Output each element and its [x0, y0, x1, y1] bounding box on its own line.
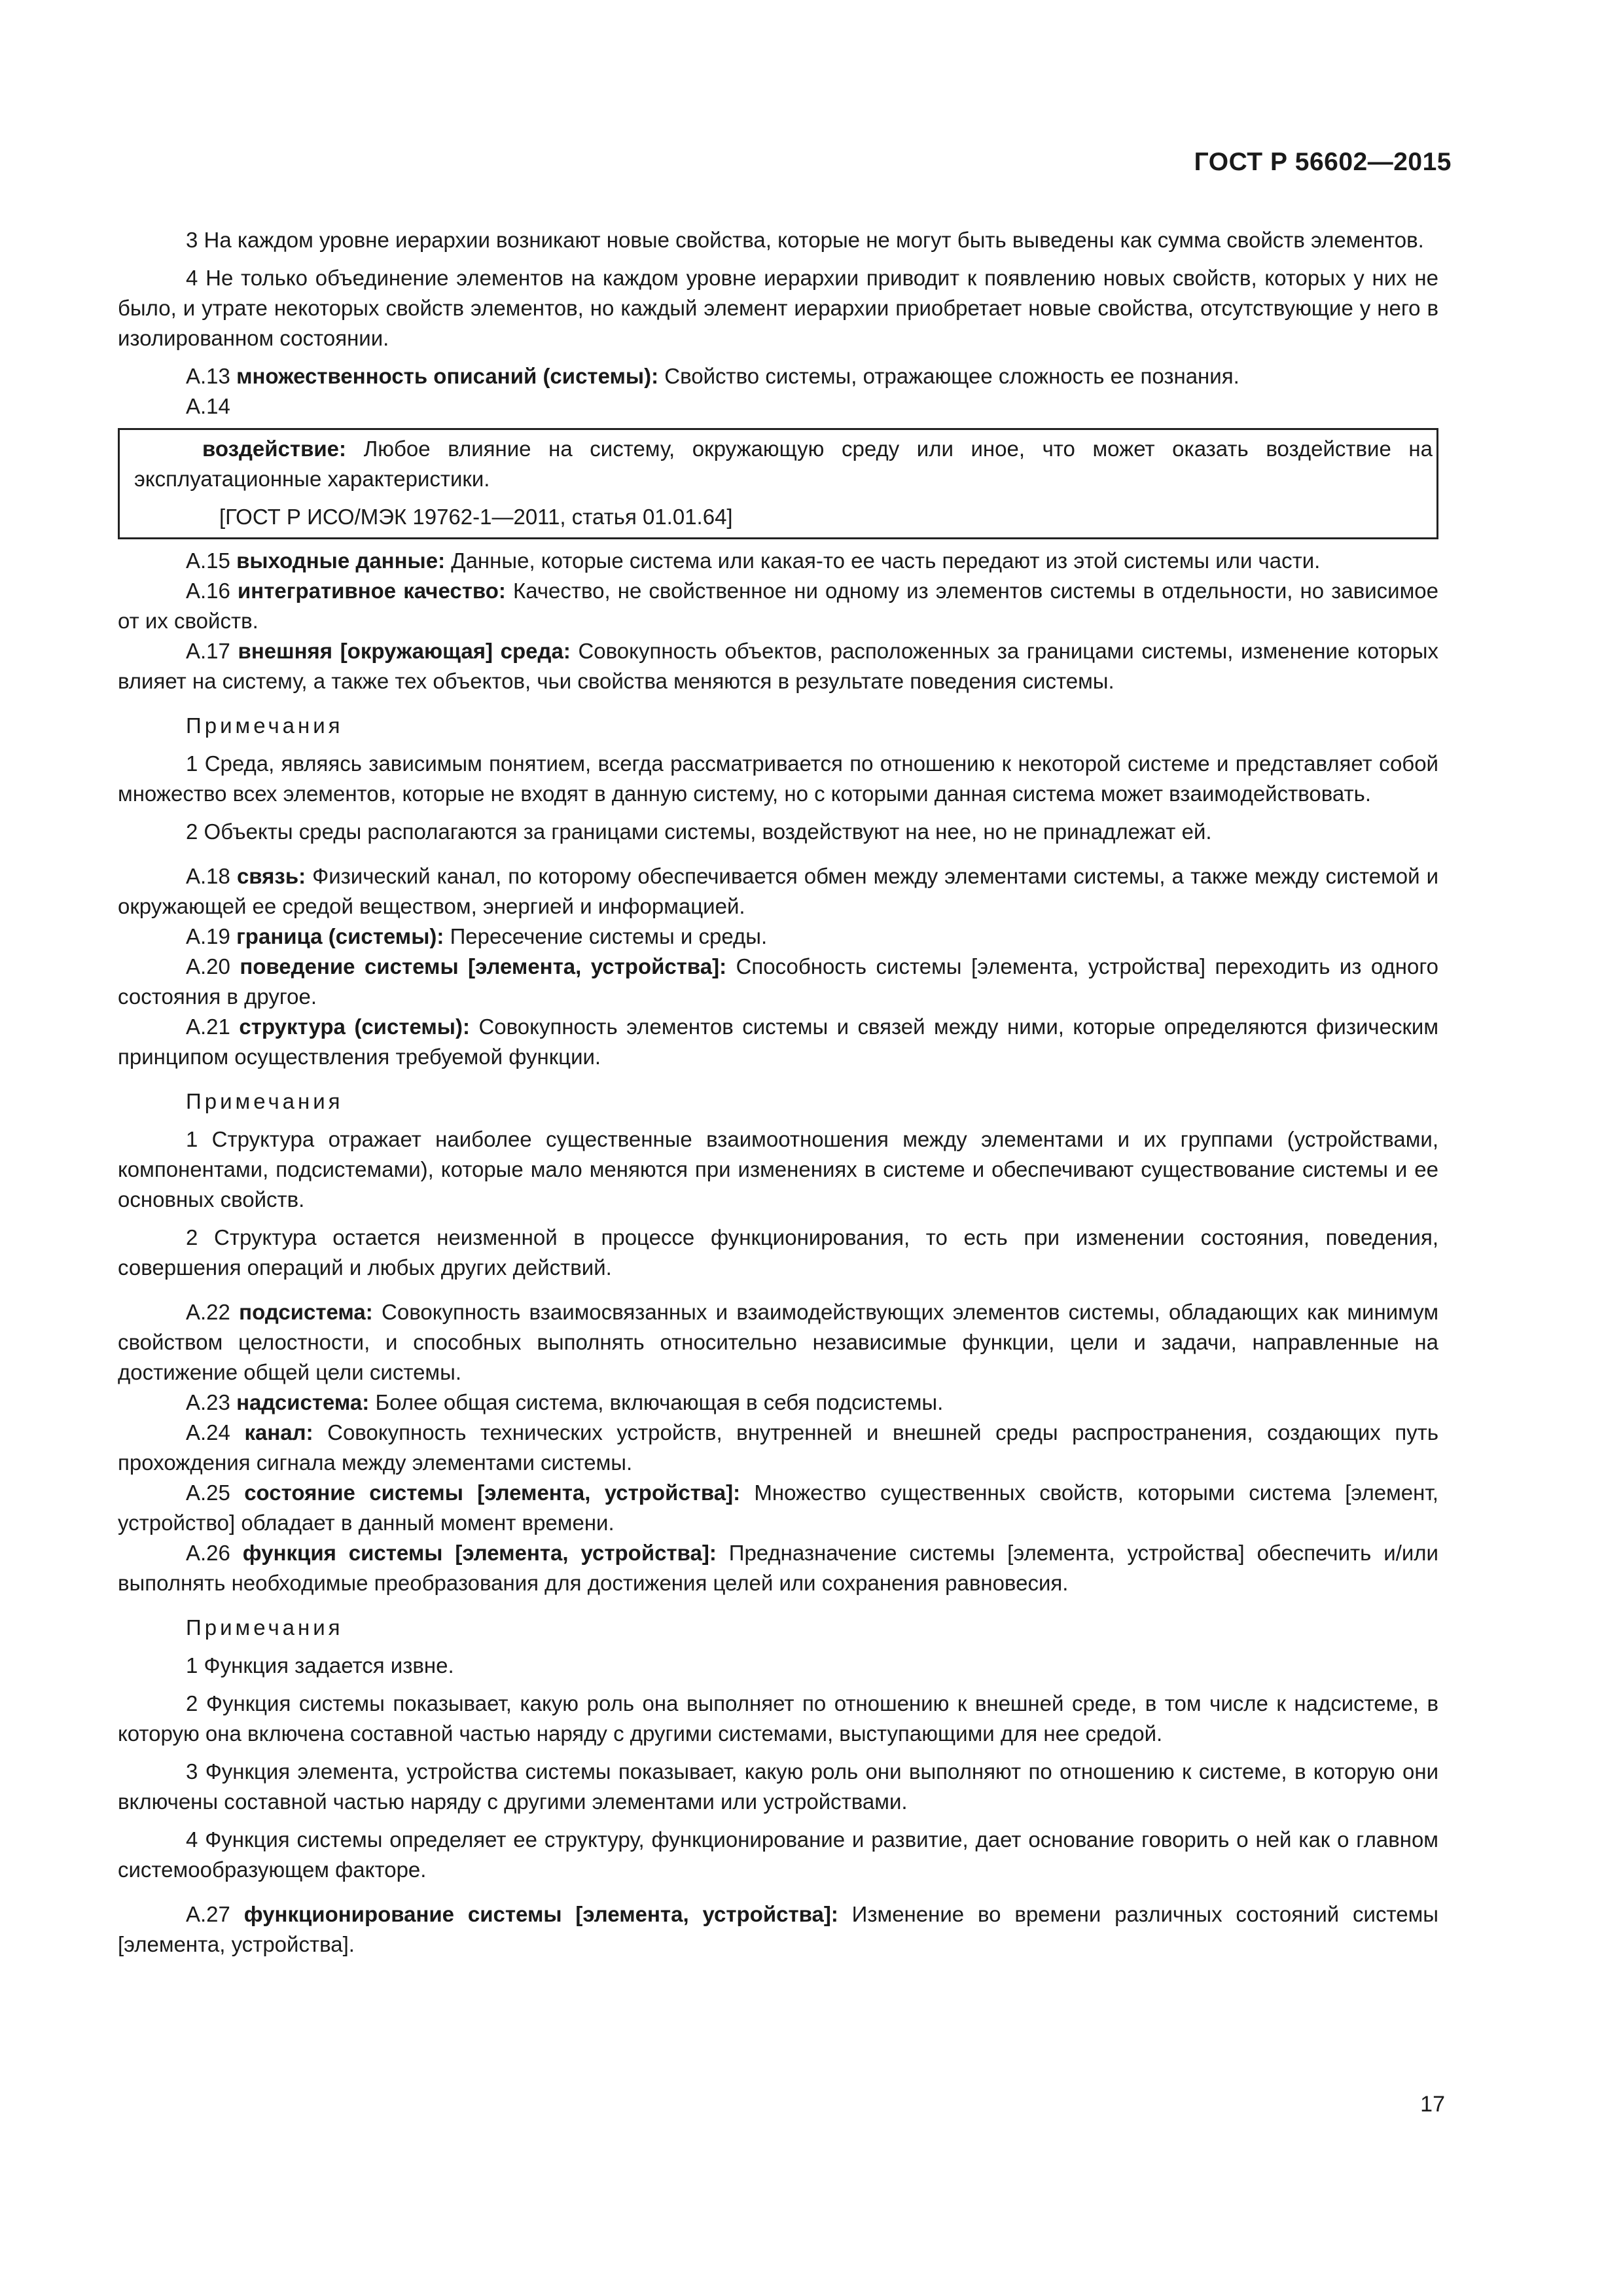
definition-a16: А.16 интегративное качество: Качество, не свойственное ни одному из элементов системы в отдельности, но зависимое от их свойств.	[118, 579, 1438, 633]
definition-a24: А.24 канал: Совокупность технических устройств, внутренней и внешней среды распространения, создающих путь прохождения сигнала между элементами системы.	[118, 1420, 1439, 1475]
document-body	[118, 225, 1438, 1960]
note-paragraph: 1 Среда, являясь зависимым понятием, всегда рассматривается по отношению к некоторой системе и представляет собой множество всех элементов, которые не входят в данную систему, но с которыми данная система может взаимодействовать.	[118, 751, 1438, 806]
definition-a22: А.22 подсистема: Совокупность взаимосвязанных и взаимодействующих элементов системы, обладающих как минимум свойством целостности, и способных выполнять относительно независимые функции, цели и задачи, направленные на достижение общей цели системы.	[118, 1300, 1439, 1384]
definition-a13: А.13 множественность описаний (системы): Свойство системы, отражающее сложность ее познания.	[186, 364, 1240, 388]
definition-a19: А.19 граница (системы): Пересечение системы и среды.	[186, 924, 768, 948]
definition-a14-number: А.14	[186, 394, 230, 418]
note-paragraph: 2 Структура остается неизменной в процессе функционирования, то есть при изменении состояния, поведения, совершения операций и любых других действий.	[118, 1225, 1438, 1280]
note-paragraph: 1 Структура отражает наиболее существенные взаимоотношения между элементами и их группами (устройствами, компонентами, подсистемами), которые мало меняются при изменениях в системе и обеспечивают существование системы и ее основных свойств.	[118, 1127, 1438, 1211]
definition-source: [ГОСТ Р ИСО/МЭК 19762-1—2011, статья 01.01.64]	[219, 505, 733, 529]
note-paragraph: 4 Не только объединение элементов на каждом уровне иерархии приводит к появлению новых свойств, которых у них не было, и утрате некоторых свойств элементов, но каждый элемент иерархии приобретает новые свойства, отсутствующие у него в изолированном состоянии.	[118, 266, 1438, 350]
definition-a27: А.27 функционирование системы [элемента, устройства]: Изменение во времени различных состояний системы [элемента, устройства].	[118, 1902, 1438, 1956]
note-paragraph: 4 Функция системы определяет ее структуру, функционирование и развитие, дает основание говорить о ней как о главном системообразующем факторе.	[118, 1827, 1438, 1882]
definition-a14: воздействие: Любое влияние на систему, окружающую среду или иное, что может оказать воздействие на эксплуатационные характеристики.	[134, 437, 1433, 491]
note-paragraph: 2 Объекты среды располагаются за границами системы, воздействуют на нее, но не принадлежат ей.	[186, 819, 1212, 844]
notes-heading: Примечания	[186, 1615, 344, 1640]
definition-a23: А.23 надсистема: Более общая система, включающая в себя подсистемы.	[186, 1390, 944, 1414]
note-paragraph: 3 На каждом уровне иерархии возникают новые свойства, которые не могут быть выведены как сумма свойств элементов.	[186, 228, 1424, 252]
quoted-definition-box	[118, 428, 1438, 539]
definition-a15: А.15 выходные данные: Данные, которые система или какая-то ее часть передают из этой системы или части.	[186, 548, 1321, 573]
definition-a18: А.18 связь: Физический канал, по которому обеспечивается обмен между элементами системы, а также между системой и окружающей ее средой веществом, энергией и информацией.	[118, 864, 1439, 918]
note-paragraph: 2 Функция системы показывает, какую роль она выполняет по отношению к внешней среде, в том числе к надсистеме, в которую она включена составной частью наряду с другими системами, выступающими для нее средой.	[118, 1691, 1438, 1746]
definition-a20: А.20 поведение системы [элемента, устройства]: Способность системы [элемента, устройства] переходить из одного состояния в другое.	[118, 954, 1438, 1009]
notes-heading: Примечания	[186, 713, 344, 738]
definition-a17: А.17 внешняя [окружающая] среда: Совокупность объектов, расположенных за границами системы, изменение которых влияет на систему, а также тех объектов, чьи свойства меняются в результате поведения системы.	[118, 639, 1438, 693]
definition-a21: А.21 структура (системы): Совокупность элементов системы и связей между ними, которые определяются физическим принципом осуществления требуемой функции.	[118, 1014, 1439, 1069]
page-number: 17	[1420, 2092, 1445, 2117]
note-paragraph: 3 Функция элемента, устройства системы показывает, какую роль они выполняют по отношению к системе, в которую они включены составной частью наряду с другими элементами или устройствами.	[118, 1759, 1438, 1814]
document-header: ГОСТ Р 56602—2015	[1194, 148, 1452, 176]
definition-a25: А.25 состояние системы [элемента, устройства]: Множество существенных свойств, которыми система [элемент, устройство] обладает в данный момент времени.	[118, 1480, 1438, 1535]
notes-heading: Примечания	[186, 1089, 344, 1113]
definition-a26: А.26 функция системы [элемента, устройства]: Предназначение системы [элемента, устройства] обеспечить и/или выполнять необходимые преобразования для достижения целей или сохранения равновесия.	[118, 1541, 1438, 1595]
note-paragraph: 1 Функция задается извне.	[186, 1653, 454, 1677]
